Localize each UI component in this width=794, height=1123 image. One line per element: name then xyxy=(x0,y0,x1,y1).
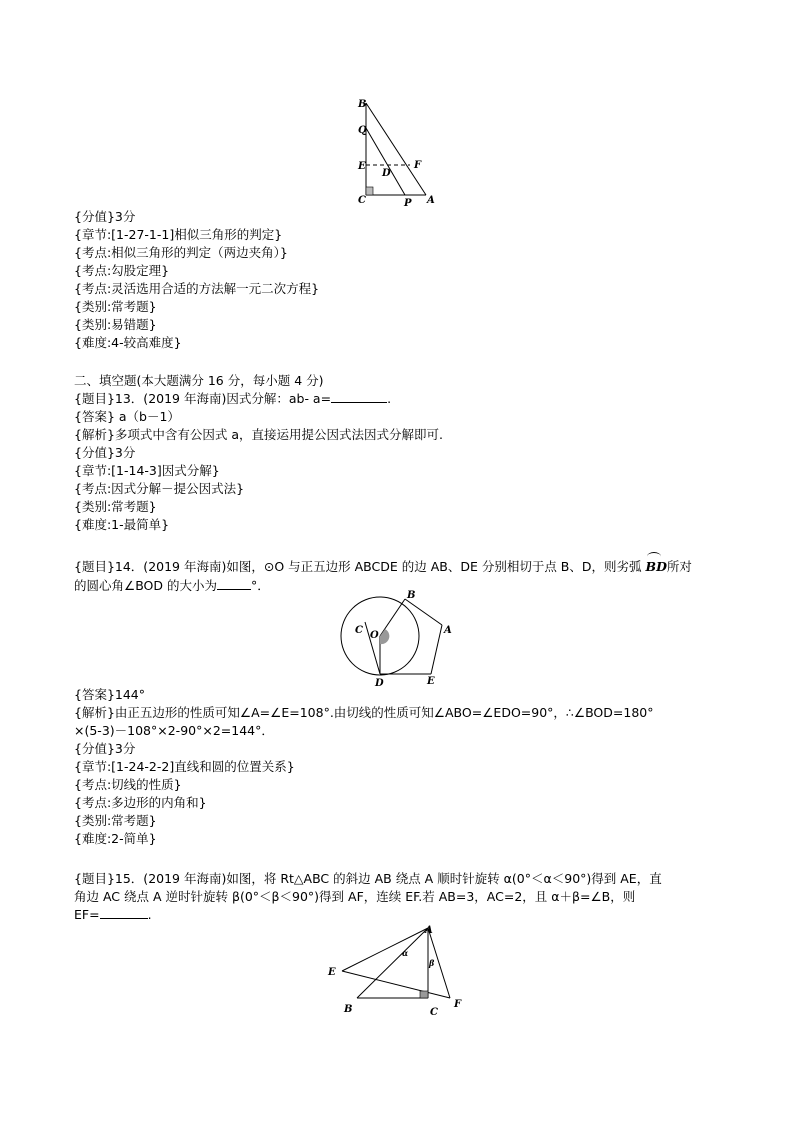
label-E: E xyxy=(427,676,435,687)
label-E: E xyxy=(328,967,336,978)
answer-blank xyxy=(331,390,387,403)
q15-question-line3 xyxy=(74,906,152,924)
section-heading: 二、填空题(本大题满分 16 分，每小题 4 分) xyxy=(74,373,324,388)
label-C: C xyxy=(430,1007,438,1018)
q12-meta-3: {考点:勾股定理} xyxy=(74,263,170,278)
q15-question-text3-end: . xyxy=(147,907,152,922)
answer-blank xyxy=(100,906,148,919)
q14-question-text2: 的圆心角∠BOD 的大小为 xyxy=(74,578,217,593)
label-F: F xyxy=(454,999,462,1010)
label-F: F xyxy=(414,160,422,171)
answer-blank xyxy=(217,577,251,590)
q14-meta-4: {类别:常考题} xyxy=(74,813,157,828)
q12-meta-0: {分值}3分 xyxy=(74,209,136,224)
q14-question-text-end: 所对 xyxy=(666,559,692,574)
q13-meta-4: {难度:1-最简单} xyxy=(74,517,170,532)
q15-question-line2: 角边 AC 绕点 A 逆时针旋转 β(0°＜β＜90°)得到 AF，连续 EF.若 AB=3，AC=2，且 α＋β=∠B，则 xyxy=(74,889,636,904)
q14-meta-5: {难度:2-简单} xyxy=(74,831,157,846)
q13-meta-3: {类别:常考题} xyxy=(74,499,157,514)
label-B: B xyxy=(407,590,416,601)
q13-question-end: . xyxy=(387,391,392,406)
arc-bd xyxy=(646,558,667,576)
q14-question-line2 xyxy=(74,577,270,595)
q13-meta-2: {考点:因式分解－提公因式法} xyxy=(74,481,245,496)
label-D: D xyxy=(382,168,391,179)
q14-meta-2: {考点:切线的性质} xyxy=(74,777,182,792)
q14-meta-1: {章节:[1-24-2-2]直线和圆的位置关系} xyxy=(74,759,295,774)
label-A: A xyxy=(425,925,433,936)
label-E: E xyxy=(358,161,366,172)
label-A: A xyxy=(444,625,452,636)
q12-meta-7: {难度:4-较高难度} xyxy=(74,335,182,350)
q14-question-text2-end: °． xyxy=(251,578,270,593)
figure-q14 xyxy=(335,590,465,690)
q14-question-text: {题目}14．(2019 年海南)如图，⊙O 与正五边形 ABCDE 的边 AB、DE 分别相切于点 B、D，则劣弧 xyxy=(74,559,642,574)
q15-question-text3: EF= xyxy=(74,907,100,922)
label-alpha: α xyxy=(402,948,409,958)
q13-question xyxy=(74,390,391,408)
arc-symbol-icon xyxy=(647,552,661,561)
label-P: P xyxy=(404,198,412,209)
figure-q15 xyxy=(320,918,480,1023)
label-B: B xyxy=(358,99,367,110)
q12-meta-2: {考点:相似三角形的判定（两边夹角）} xyxy=(74,245,288,260)
q12-meta-4: {考点:灵活选用合适的方法解一元二次方程} xyxy=(74,281,320,296)
label-Q: Q xyxy=(358,125,367,136)
q14-meta-3: {考点:多边形的内角和} xyxy=(74,795,207,810)
q14-question-line1 xyxy=(74,558,692,576)
label-C: C xyxy=(355,625,363,636)
label-beta: β xyxy=(429,958,435,968)
label-C: C xyxy=(358,195,366,206)
q15-question-line1: {题目}15．(2019 年海南)如图，将 Rt△ABC 的斜边 AB 绕点 A 顺时针旋转 α(0°＜α＜90°)得到 AE，直 xyxy=(74,871,662,886)
q13-meta-1: {章节:[1-14-3]因式分解} xyxy=(74,463,220,478)
q14-meta-0: {分值}3分 xyxy=(74,741,136,756)
figure-q12 xyxy=(350,95,450,210)
arc-label: BD xyxy=(645,559,667,574)
q14-analysis-line2: ×(5-3)－108°×2-90°×2=144°． xyxy=(74,723,274,738)
q13-analysis: {解析}多项式中含有公因式 a，直接运用提公因式法因式分解即可. xyxy=(74,427,444,442)
q13-answer: {答案} a（b－1） xyxy=(74,409,180,424)
q13-meta-0: {分值}3分 xyxy=(74,445,136,460)
q14-analysis-line1: {解析}由正五边形的性质可知∠A=∠E=108°.由切线的性质可知∠ABO=∠EDO=90°，∴∠BOD=180° xyxy=(74,705,654,720)
label-D: D xyxy=(375,678,384,689)
q12-meta-1: {章节:[1-27-1-1]相似三角形的判定} xyxy=(74,227,283,242)
label-O: O xyxy=(370,630,379,641)
label-B: B xyxy=(344,1004,353,1015)
q12-meta-6: {类别:易错题} xyxy=(74,317,157,332)
q12-meta-5: {类别:常考题} xyxy=(74,299,157,314)
q13-question-text: {题目}13．(2019 年海南)因式分解：ab- a= xyxy=(74,391,332,406)
label-A: A xyxy=(427,195,435,206)
q14-answer: {答案}144° xyxy=(74,687,146,702)
